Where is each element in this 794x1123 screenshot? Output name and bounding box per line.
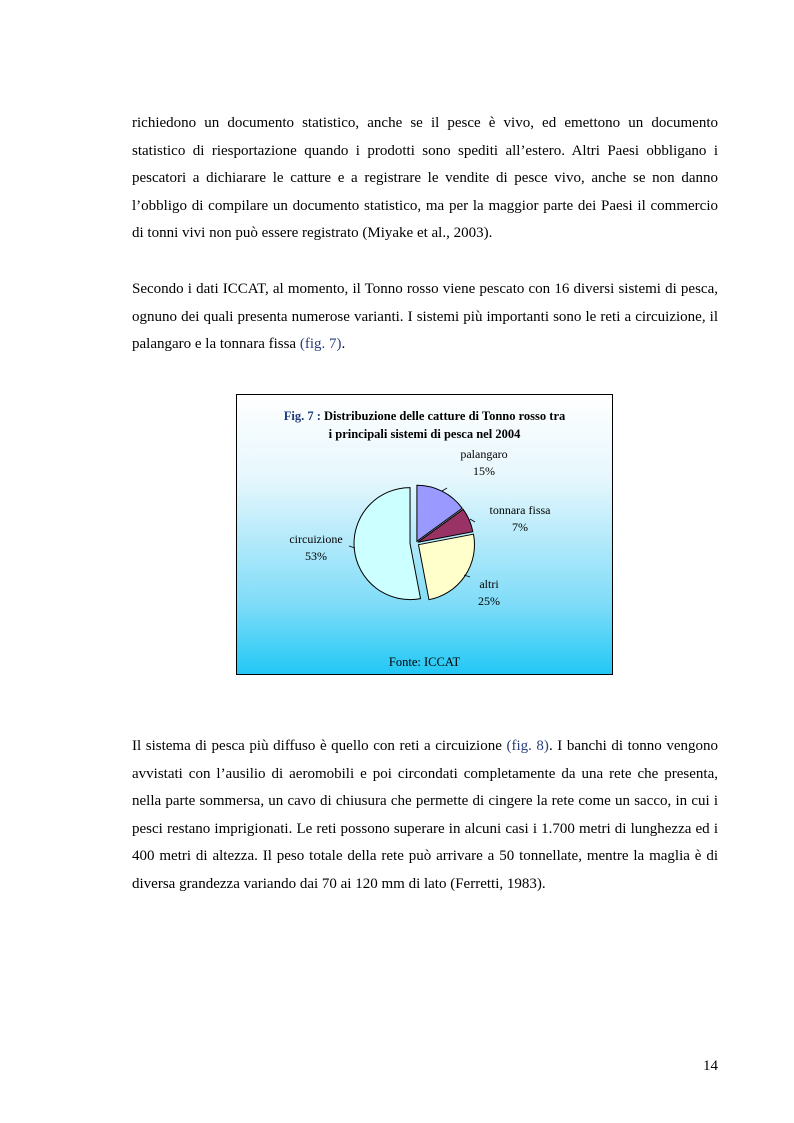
slice-label-circuizione: circuizione xyxy=(289,532,343,546)
page-number: 14 xyxy=(703,1058,718,1074)
paragraph-3-text: Il sistema di pesca più diffuso è quello con reti a circuizione xyxy=(132,738,507,754)
figure-8-reference[interactable]: (fig. 8) xyxy=(506,738,549,754)
pie-slice-altri xyxy=(418,534,474,600)
pie-chart xyxy=(237,395,612,674)
paragraph-3-rest: . I banchi di tonno vengono avvistati con l’ausilio di aeromobili e poi circondati completamente da una rete che presenta, nella parte sommersa, un cavo di chiusura che permette di cingere la rete come un sacco, in cui i pesci restano imprigionati. Le reti possono superare in alcuni casi i 1.700 metri di lunghezza ed i 400 metri di altezza. Il peso totale della rete può arrivare a 50 tonnellate, mentre la maglia è di diversa grandezza variando dai 70 ai 120 mm di lato (Ferretti, 1983). xyxy=(132,738,719,892)
slice-value-palangaro: 15% xyxy=(473,464,495,478)
slice-label-tonnara-fissa: tonnara fissa xyxy=(489,503,551,517)
slice-label-altri: altri xyxy=(479,577,499,591)
slice-value-tonnara-fissa: 7% xyxy=(512,520,528,534)
pie-chart-figure xyxy=(236,394,613,675)
pie-slice-circuizione xyxy=(354,488,420,600)
slice-value-altri: 25% xyxy=(478,594,500,608)
chart-title-line-2: i principali sistemi di pesca nel 2004 xyxy=(328,427,521,441)
slice-value-circuizione: 53% xyxy=(305,549,327,563)
leader-line-palangaro xyxy=(442,488,447,491)
paragraph-3 xyxy=(132,733,718,899)
figure-label: Fig. 7 : xyxy=(283,409,321,423)
slice-label-palangaro: palangaro xyxy=(460,447,508,461)
paragraph-2-end: . xyxy=(341,336,346,353)
paragraph-2-text: Secondo i dati ICCAT, al momento, il Tonno rosso viene pescato con 16 diversi sistemi di pesca, ognuno dei quali presenta numerose varianti. I sistemi più importanti sono le reti a circuizione, il palangaro e la tonnara fissa xyxy=(132,281,718,353)
chart-title-line-1: Distribuzione delle catture di Tonno rosso tra xyxy=(324,409,566,423)
leader-line-tonnara-fissa xyxy=(470,519,475,522)
paragraph-2 xyxy=(132,276,718,359)
chart-source: Fonte: ICCAT xyxy=(388,655,461,669)
paragraph-1: richiedono un documento statistico, anche se il pesce è vivo, ed emettono un documento statistico di riesportazione quando i prodotti sono spediti all’estero. Altri Paesi obbligano i pescatori a dichiarare le catture e a registrare le vendite di pesce vivo, anche se non danno l’obbligo di compilare un documento statistico, ma per la maggior parte dei Paesi il commercio di tonni vivi non può essere registrato (Miyake et al., 2003). xyxy=(132,115,718,242)
figure-7-reference[interactable]: (fig. 7) xyxy=(299,336,342,353)
